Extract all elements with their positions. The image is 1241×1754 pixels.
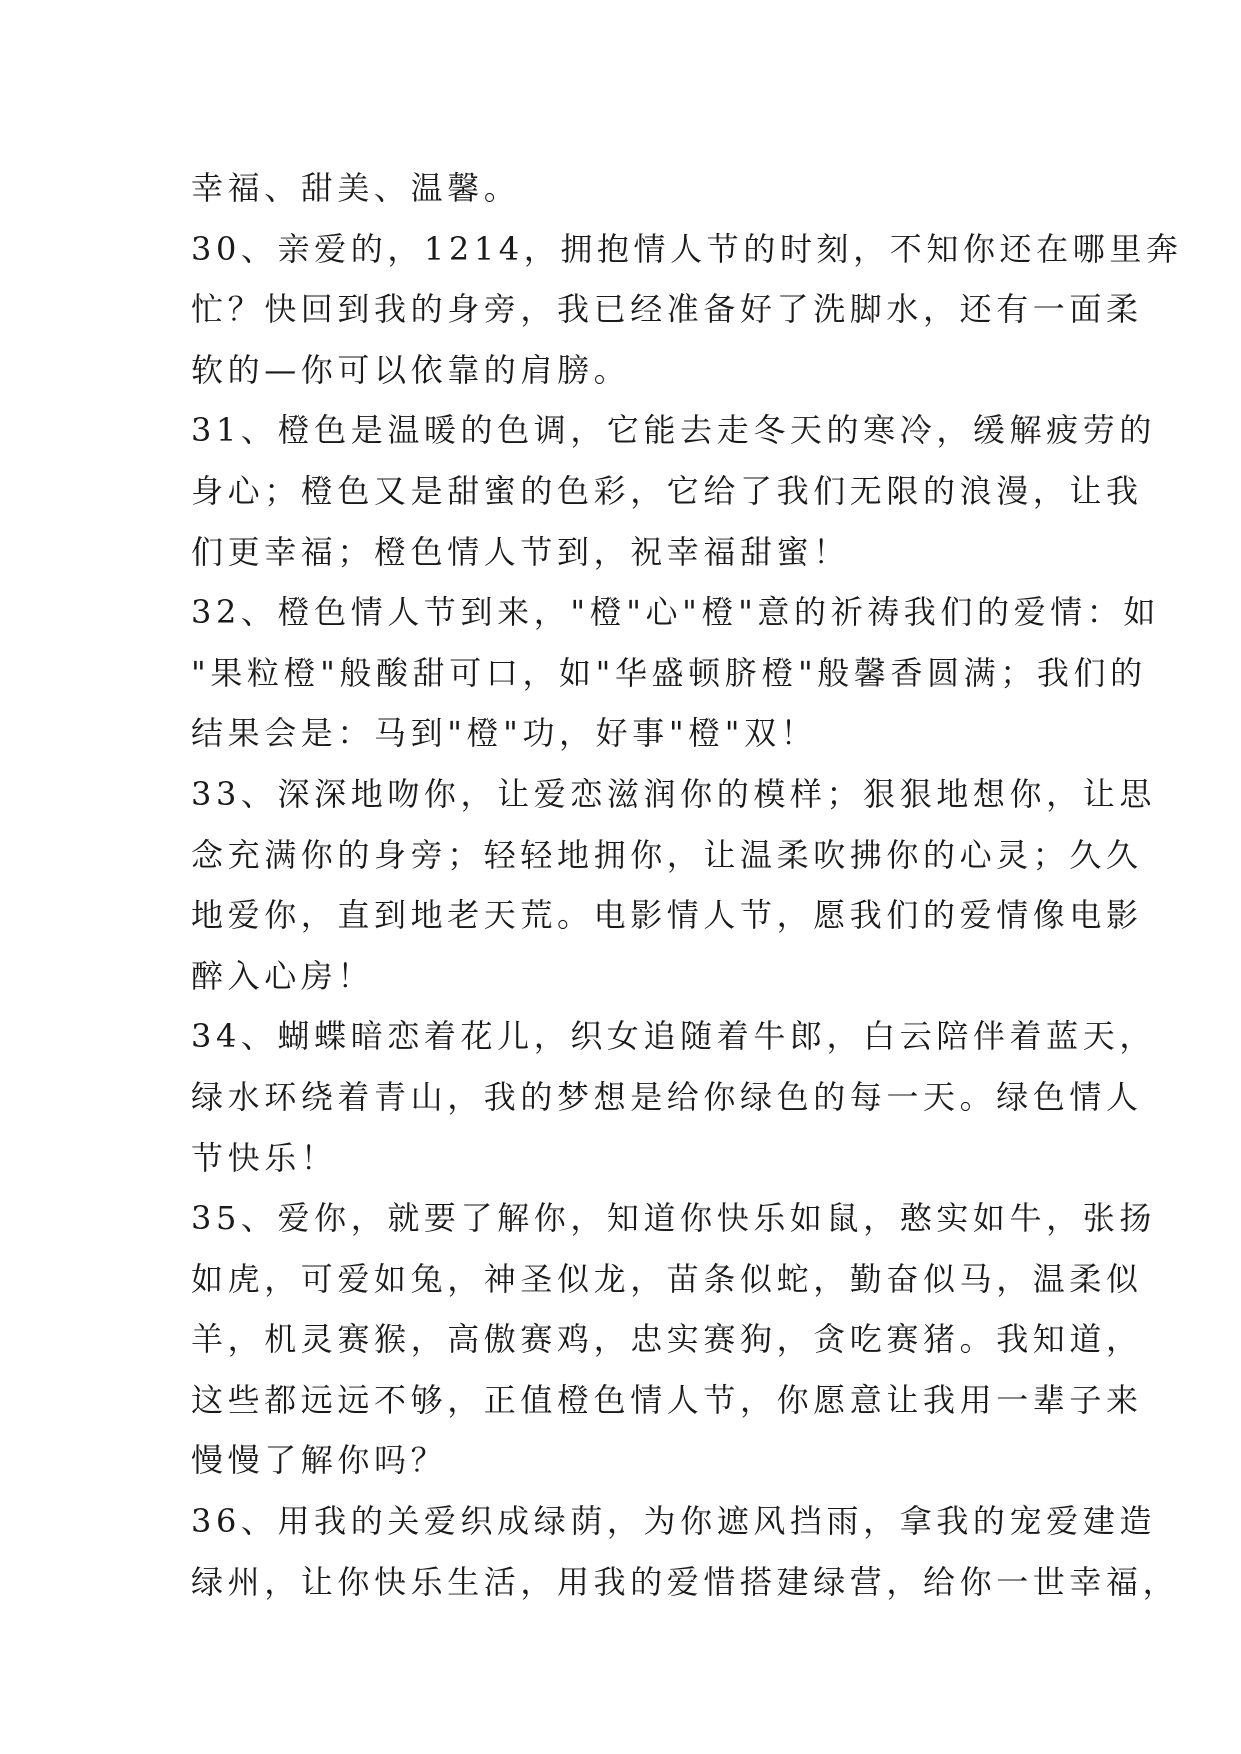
text-line: 们更幸福；橙色情人节到，祝幸福甜蜜！ bbox=[191, 532, 850, 571]
text-line: 醉入心房！ bbox=[191, 956, 375, 995]
text-line: 羊，机灵赛猴，高傲赛鸡，忠实赛狗，贪吃赛猪。我知道， bbox=[191, 1320, 1143, 1359]
text-line: 结果会是：马到"橙"功，好事"橙"双！ bbox=[191, 714, 818, 753]
text-line: 节快乐！ bbox=[191, 1138, 338, 1177]
text-line: 32、橙色情人节到来，"橙"心"橙"意的祈祷我们的爱情：如 bbox=[191, 593, 1160, 632]
text-line: 软的—你可以依靠的肩膀。 bbox=[191, 350, 631, 389]
text-line: 这些都远远不够，正值橙色情人节，你愿意让我用一辈子来 bbox=[191, 1380, 1143, 1419]
text-line: 幸福、甜美、温馨。 bbox=[191, 169, 521, 207]
text-line: 身心；橙色又是甜蜜的色彩，它给了我们无限的浪漫，让我 bbox=[191, 471, 1143, 510]
text-line: 忙？快回到我的身旁，我已经准备好了洗脚水，还有一面柔 bbox=[191, 290, 1143, 329]
text-line: "果粒橙"般酸甜可口，如"华盛顿脐橙"般馨香圆满；我们的 bbox=[191, 653, 1147, 692]
text-line: 绿州，让你快乐生活，用我的爱惜搭建绿营，给你一世幸福， bbox=[191, 1562, 1180, 1601]
text-line: 35、爱你，就要了解你，知道你快乐如鼠，憨实如牛，张扬 bbox=[191, 1199, 1156, 1238]
text-line: 念充满你的身旁；轻轻地拥你，让温柔吹拂你的心灵；久久 bbox=[191, 835, 1143, 874]
text-line: 绿水环绕着青山，我的梦想是给你绿色的每一天。绿色情人 bbox=[191, 1077, 1143, 1116]
text-line: 慢慢了解你吗？ bbox=[191, 1441, 448, 1480]
text-line: 34、蝴蝶暗恋着花儿，织女追随着牛郎，白云陪伴着蓝天， bbox=[191, 1017, 1156, 1056]
text-line: 30、亲爱的，1214，拥抱情人节的时刻，不知你还在哪里奔 bbox=[191, 229, 1183, 268]
document-body bbox=[191, 158, 1183, 1612]
text-line: 33、深深地吻你，让爱恋滋润你的模样；狠狠地想你，让思 bbox=[191, 774, 1156, 813]
text-line: 如虎，可爱如兔，神圣似龙，苗条似蛇，勤奋似马，温柔似 bbox=[191, 1259, 1143, 1298]
text-line: 36、用我的关爱织成绿荫，为你遮风挡雨，拿我的宠爱建造 bbox=[191, 1502, 1156, 1541]
text-line: 31、橙色是温暖的色调，它能去走冬天的寒冷，缓解疲劳的 bbox=[191, 411, 1156, 450]
text-line: 地爱你，直到地老天荒。电影情人节，愿我们的爱情像电影 bbox=[191, 896, 1143, 935]
